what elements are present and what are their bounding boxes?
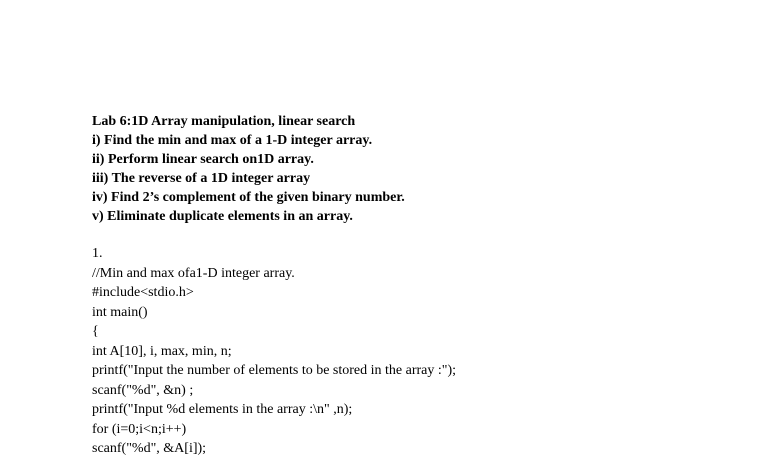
code-listing — [92, 244, 752, 459]
code-line: printf("Input the number of elements to be stored in the array :"); — [92, 363, 457, 378]
lab-heading-block — [92, 112, 732, 226]
task-item-3: iii) The reverse of a 1D integer array — [92, 171, 311, 186]
task-item-5: v) Eliminate duplicate elements in an array. — [92, 209, 353, 224]
code-line: int A[10], i, max, min, n; — [92, 343, 232, 359]
task-item-4: iv) Find 2’s complement of the given binary number. — [92, 190, 405, 205]
code-line: int main() — [92, 304, 148, 320]
code-line: for (i=0;i<n;i++) — [92, 421, 187, 437]
code-line: #include<stdio.h> — [92, 285, 194, 300]
task-item-1: i) Find the min and max of a 1-D integer array. — [92, 133, 373, 148]
lab-title: Lab 6:1D Array manipulation, linear search — [92, 114, 356, 129]
section-number: 1. — [92, 246, 103, 261]
code-line: scanf("%d", &n) ; — [92, 382, 194, 398]
code-line: { — [92, 324, 99, 339]
task-item-2: ii) Perform linear search on1D array. — [92, 152, 314, 167]
code-line: printf("Input %d elements in the array :\n" ,n); — [92, 402, 353, 417]
code-line: scanf("%d", &A[i]); — [92, 441, 207, 456]
code-comment: //Min and max ofa1-D integer array. — [92, 265, 295, 281]
